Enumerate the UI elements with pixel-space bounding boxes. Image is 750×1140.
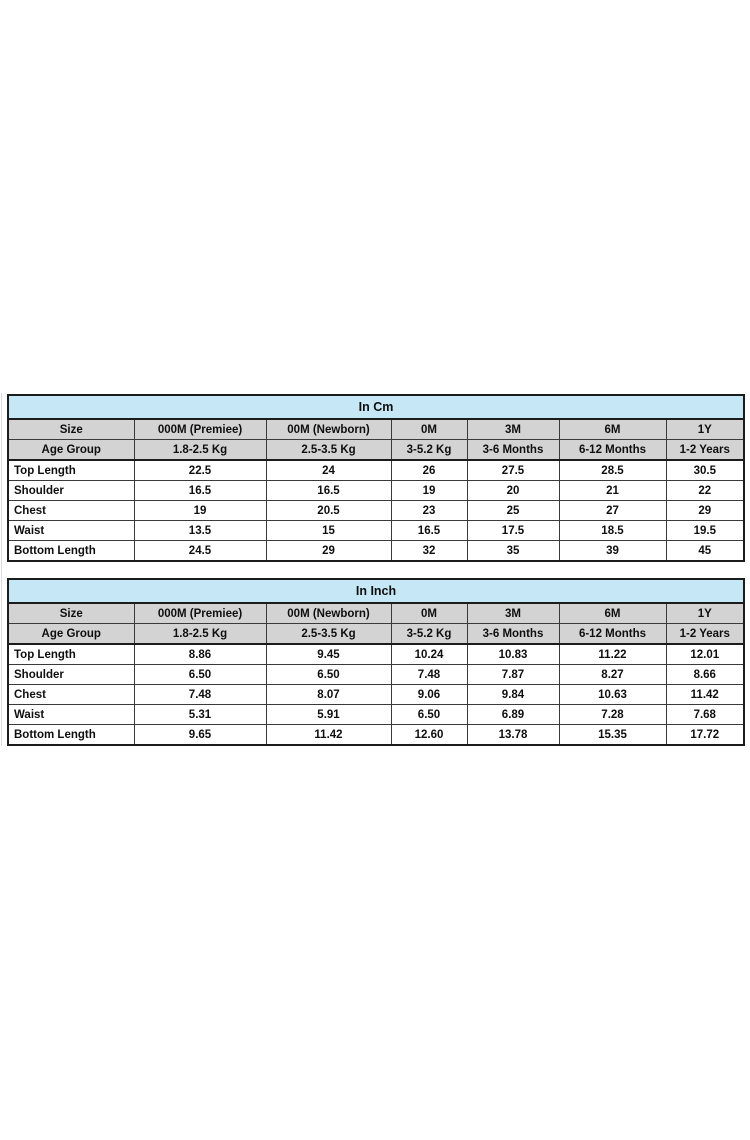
size-col-header: 6M	[559, 603, 666, 624]
measurement-value: 17.5	[467, 521, 559, 541]
measurement-label: Top Length	[8, 460, 134, 481]
measurement-value: 13.78	[467, 725, 559, 746]
table-row	[8, 725, 744, 746]
size-col-header: 0M	[391, 603, 467, 624]
measurement-label: Waist	[8, 705, 134, 725]
measurement-value: 9.45	[266, 644, 391, 665]
measurement-value: 11.22	[559, 644, 666, 665]
age-group-cell: 3-5.2 Kg	[391, 440, 467, 461]
measurement-value: 7.48	[391, 665, 467, 685]
measurement-value: 8.07	[266, 685, 391, 705]
measurement-value: 24	[266, 460, 391, 481]
measurement-value: 29	[666, 501, 744, 521]
measurement-label: Chest	[8, 685, 134, 705]
measurement-value: 19	[134, 501, 266, 521]
size-col-header: 1Y	[666, 603, 744, 624]
size-col-header: 00M (Newborn)	[266, 419, 391, 440]
measurement-value: 25	[467, 501, 559, 521]
measurement-value: 13.5	[134, 521, 266, 541]
size-col-header: 0M	[391, 419, 467, 440]
measurement-label: Waist	[8, 521, 134, 541]
table-title-cm: In Cm	[8, 395, 744, 419]
measurement-value: 21	[559, 481, 666, 501]
measurement-label: Bottom Length	[8, 725, 134, 746]
size-col-header: 000M (Premiee)	[134, 603, 266, 624]
measurement-value: 19	[391, 481, 467, 501]
size-chart-inch-table	[7, 578, 745, 746]
measurement-label: Top Length	[8, 644, 134, 665]
table-row	[8, 685, 744, 705]
measurement-value: 30.5	[666, 460, 744, 481]
measurement-label: Shoulder	[8, 481, 134, 501]
measurement-value: 9.65	[134, 725, 266, 746]
table-row	[8, 460, 744, 481]
measurement-value: 23	[391, 501, 467, 521]
measurement-value: 28.5	[559, 460, 666, 481]
measurement-value: 29	[266, 541, 391, 562]
measurement-value: 19.5	[666, 521, 744, 541]
age-group-cell: 1.8-2.5 Kg	[134, 624, 266, 645]
measurement-value: 7.48	[134, 685, 266, 705]
measurement-value: 15.35	[559, 725, 666, 746]
table-title-inch: In Inch	[8, 579, 744, 603]
measurement-value: 15	[266, 521, 391, 541]
measurement-value: 17.72	[666, 725, 744, 746]
measurement-value: 10.63	[559, 685, 666, 705]
age-group-cell: 2.5-3.5 Kg	[266, 624, 391, 645]
measurement-label: Shoulder	[8, 665, 134, 685]
size-col-header: 3M	[467, 419, 559, 440]
measurement-value: 35	[467, 541, 559, 562]
age-group-cell: 1-2 Years	[666, 440, 744, 461]
measurement-value: 10.24	[391, 644, 467, 665]
measurement-value: 26	[391, 460, 467, 481]
measurement-label: Bottom Length	[8, 541, 134, 562]
measurement-value: 27	[559, 501, 666, 521]
size-chart-cm-table	[7, 394, 745, 562]
measurement-value: 6.50	[134, 665, 266, 685]
measurement-value: 6.89	[467, 705, 559, 725]
measurement-value: 7.28	[559, 705, 666, 725]
age-group-header-label: Age Group	[8, 440, 134, 461]
size-header-label: Size	[8, 419, 134, 440]
table-row	[8, 665, 744, 685]
measurement-value: 20	[467, 481, 559, 501]
table-row	[8, 521, 744, 541]
measurement-value: 5.31	[134, 705, 266, 725]
measurement-value: 18.5	[559, 521, 666, 541]
measurement-value: 24.5	[134, 541, 266, 562]
measurement-value: 8.27	[559, 665, 666, 685]
measurement-value: 5.91	[266, 705, 391, 725]
table-row	[8, 705, 744, 725]
measurement-value: 39	[559, 541, 666, 562]
size-col-header: 6M	[559, 419, 666, 440]
measurement-value: 20.5	[266, 501, 391, 521]
age-group-header-label: Age Group	[8, 624, 134, 645]
page-edge-artifact	[1, 393, 2, 746]
size-col-header: 3M	[467, 603, 559, 624]
table-row	[8, 481, 744, 501]
measurement-value: 10.83	[467, 644, 559, 665]
age-group-cell: 3-6 Months	[467, 624, 559, 645]
measurement-value: 22	[666, 481, 744, 501]
size-col-header: 00M (Newborn)	[266, 603, 391, 624]
measurement-value: 16.5	[391, 521, 467, 541]
size-header-label: Size	[8, 603, 134, 624]
measurement-value: 11.42	[266, 725, 391, 746]
age-group-cell: 3-5.2 Kg	[391, 624, 467, 645]
size-col-header: 1Y	[666, 419, 744, 440]
measurement-value: 8.86	[134, 644, 266, 665]
measurement-value: 11.42	[666, 685, 744, 705]
measurement-value: 8.66	[666, 665, 744, 685]
age-group-cell: 1-2 Years	[666, 624, 744, 645]
age-group-cell: 1.8-2.5 Kg	[134, 440, 266, 461]
table-row	[8, 644, 744, 665]
measurement-value: 27.5	[467, 460, 559, 481]
measurement-value: 6.50	[391, 705, 467, 725]
measurement-value: 12.01	[666, 644, 744, 665]
measurement-value: 7.87	[467, 665, 559, 685]
measurement-label: Chest	[8, 501, 134, 521]
age-group-cell: 2.5-3.5 Kg	[266, 440, 391, 461]
age-group-cell: 6-12 Months	[559, 624, 666, 645]
measurement-value: 16.5	[266, 481, 391, 501]
measurement-value: 7.68	[666, 705, 744, 725]
measurement-value: 9.06	[391, 685, 467, 705]
table-row	[8, 541, 744, 562]
size-col-header: 000M (Premiee)	[134, 419, 266, 440]
age-group-cell: 6-12 Months	[559, 440, 666, 461]
measurement-value: 6.50	[266, 665, 391, 685]
measurement-value: 32	[391, 541, 467, 562]
measurement-value: 45	[666, 541, 744, 562]
measurement-value: 16.5	[134, 481, 266, 501]
measurement-value: 22.5	[134, 460, 266, 481]
measurement-value: 9.84	[467, 685, 559, 705]
measurement-value: 12.60	[391, 725, 467, 746]
table-row	[8, 501, 744, 521]
age-group-cell: 3-6 Months	[467, 440, 559, 461]
